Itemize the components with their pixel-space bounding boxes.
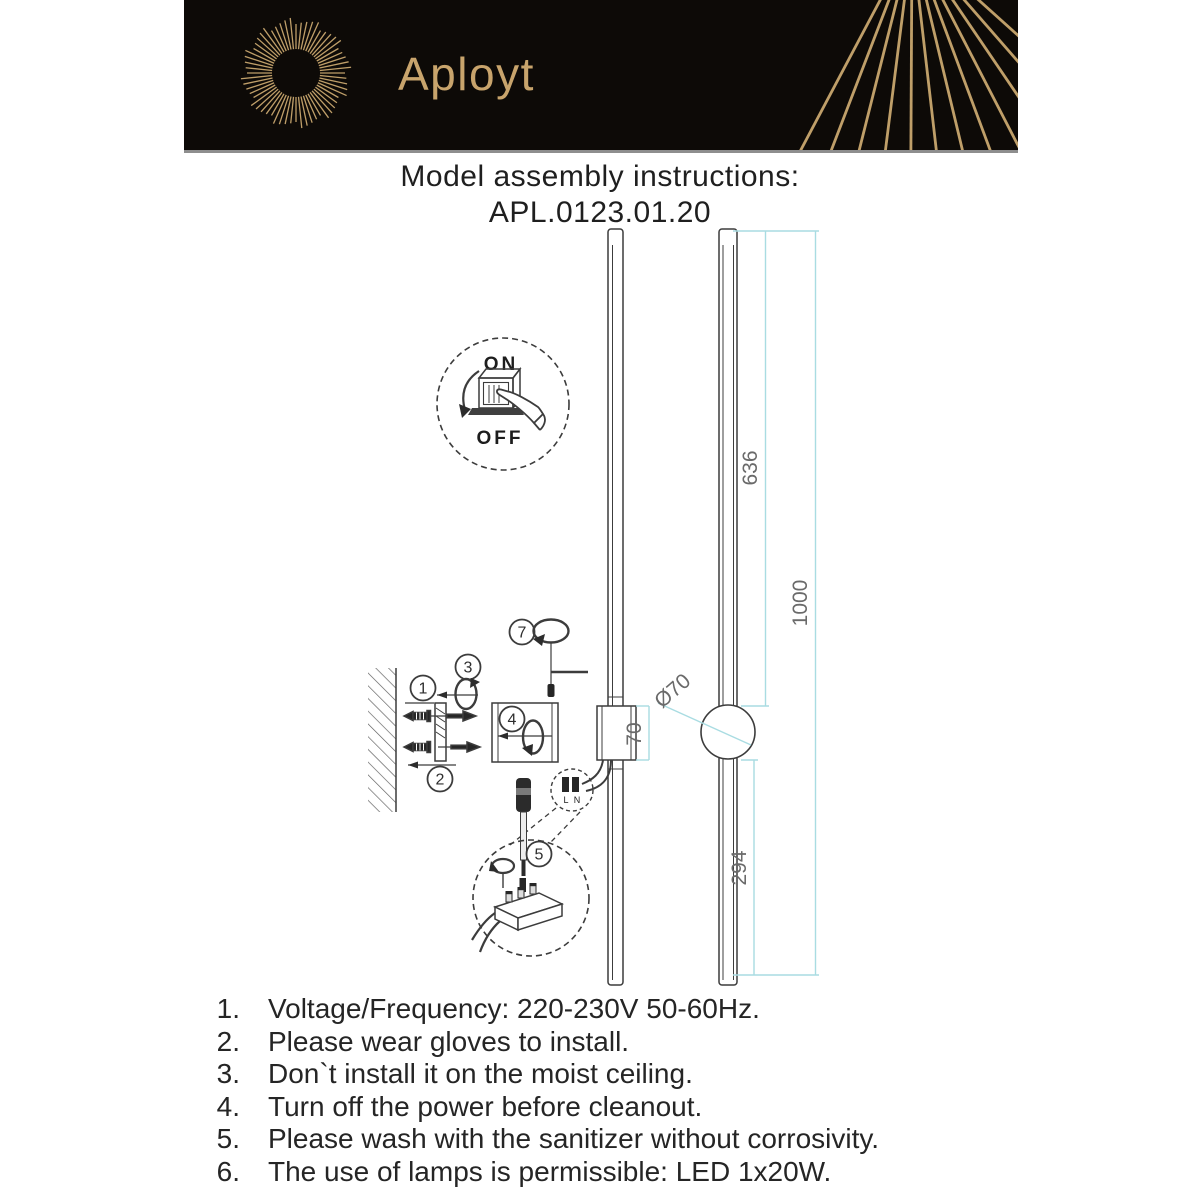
instruction-text: The use of lamps is permissible: LED 1x20W. — [268, 1155, 832, 1187]
wall-mount-assembly — [368, 655, 481, 813]
step-7-number: 7 — [517, 624, 527, 642]
instruction-item — [200, 1123, 1050, 1156]
instruction-text: Voltage/Frequency: 220-230V 50-60Hz. — [268, 993, 760, 1024]
bracket-detail — [492, 703, 558, 762]
switch-detail-circle — [437, 338, 569, 470]
instruction-number: 3. — [216, 1058, 240, 1089]
model-number: APL.0123.01.20 — [488, 196, 712, 229]
rotate-arrow-icon — [463, 371, 479, 410]
front-view-lamp — [650, 229, 819, 985]
wiring-detail — [472, 778, 589, 956]
step-5-number: 5 — [534, 846, 544, 864]
instruction-item — [200, 993, 1050, 1026]
instruction-number: 5. — [216, 1123, 240, 1154]
screw-detail-7 — [510, 620, 589, 698]
instruction-item — [200, 1058, 1050, 1091]
instruction-text: Don`t install it on the moist ceiling. — [268, 1058, 693, 1089]
instruction-number: 4. — [216, 1090, 240, 1122]
instruction-item — [200, 1091, 1050, 1124]
instruction-number: 6. — [216, 1155, 240, 1187]
step-2-number: 2 — [435, 771, 445, 789]
side-view-lamp — [507, 229, 649, 985]
step-4-number: 4 — [507, 711, 517, 729]
step-1-number: 1 — [418, 680, 428, 698]
screwdriver-shaft — [521, 812, 527, 860]
instruction-text: Please wear gloves to install. — [268, 1025, 630, 1057]
off-label: OFF — [476, 428, 524, 449]
dim-294-label: 294 — [728, 850, 751, 886]
step-3-number: 3 — [463, 659, 473, 677]
terminal-n-label: N — [573, 795, 581, 805]
instruction-list — [200, 993, 1050, 1188]
terminal-l-label: L — [563, 795, 569, 805]
dim-70-label: 70 — [623, 722, 646, 746]
dim-636-label: 636 — [739, 450, 762, 486]
instruction-item — [200, 1156, 1050, 1189]
dim-canopy-label: Ø70 — [650, 669, 696, 713]
instruction-item — [200, 1026, 1050, 1059]
dim-1000-label: 1000 — [789, 579, 812, 627]
wall-hatch — [368, 668, 396, 812]
instruction-text: Please wash with the sanitizer without corrosivity. — [268, 1123, 880, 1154]
canopy-circle — [701, 705, 755, 759]
brand-logo-text: Aployt — [398, 48, 535, 100]
instruction-text: Turn off the power before cleanout. — [268, 1090, 703, 1122]
wire — [582, 760, 603, 784]
on-label: ON — [483, 354, 519, 375]
instruction-number: 2. — [216, 1025, 240, 1057]
page-title: Model assembly instructions: — [400, 160, 800, 193]
switch-base — [468, 408, 524, 415]
instruction-number: 1. — [216, 993, 240, 1024]
